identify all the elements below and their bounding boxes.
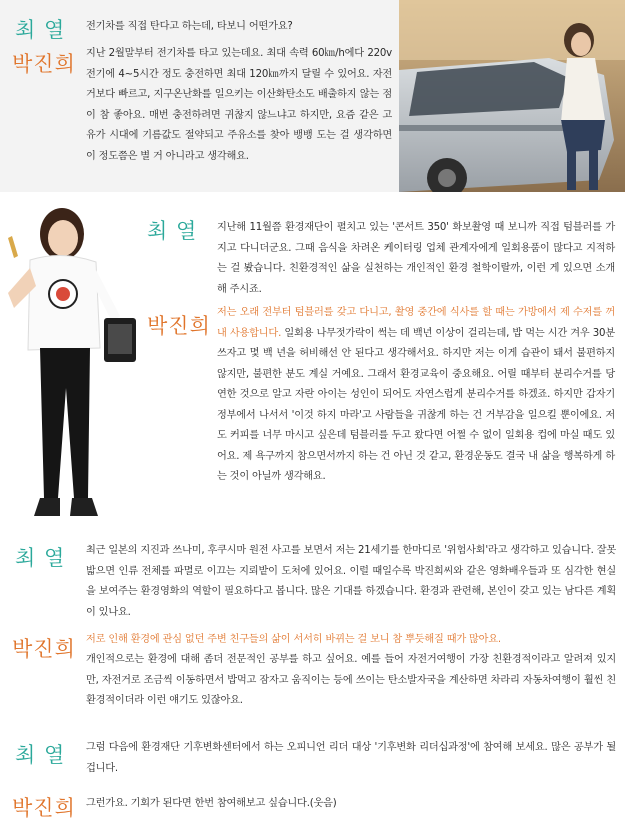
speaker-guest-2: 박진희 xyxy=(147,314,211,338)
speaker-interviewer-4: 최 열 xyxy=(15,743,66,767)
question-2: 지난해 11월쯤 환경재단이 펼치고 있는 '콘서트 350' 화보촬영 때 보니까 직접 텀블러를 가지고 다니더군요. 그때 음식을 차려온 케이터링 업체 관계자에게 일회용품이 많다고 지적하는 걸 봤습니다. 친환경적인 삶을 실천하는 개인적인 환경 철학이랄까, 이런 게 있으면 소개해 주시죠. xyxy=(217,222,615,295)
speaker-interviewer-2: 최 열 xyxy=(147,219,198,243)
speaker-guest-1: 박진희 xyxy=(12,52,76,76)
answer-1: 지난 2월말부터 전기차를 타고 있는데요. 최대 속력 60㎞/h에다 220v전기에 4~5시간 정도 충전하면 최대 120㎞까지 달릴 수 있어요. 자전거보다 빠르고, 지구온난화를 일으키는 이산화탄소도 배출하지 않는 점이 참 좋아요. 매번 충전하려면 귀찮지 않느냐고 하지만, 요즘 같은 고유가 시대에 기름값도 절약되고 주유소를 찾아 뱅뱅 도는 걸 생각하면 이 정도쯤은 별 거 아니라고 생각해요. xyxy=(86,48,392,162)
answer-2-highlight: 저는 오래 전부터 텀블러를 갖고 다니고, 촬영 중간에 식사를 할 때는 가방에서 제 수저를 꺼내 사용합니다. xyxy=(217,307,615,339)
question-1: 전기차를 직접 탄다고 하는데, 타보니 어떤가요? xyxy=(86,21,293,32)
answer-4: 그런가요. 기회가 된다면 한번 참여해보고 싶습니다.(웃음) xyxy=(86,798,337,809)
answer-2 xyxy=(217,303,615,488)
answer-3-highlight: 저로 인해 환경에 관심 없던 주변 친구들의 삶이 서서히 바뀌는 걸 보니 참 뿌듯해질 때가 많아요. xyxy=(86,634,501,645)
question-4: 그럼 다음에 환경재단 기후변화센터에서 하는 오피니언 리더 대상 '기후변화 리더십과정'에 참여해 보세요. 많은 공부가 될 겁니다. xyxy=(86,742,616,774)
woman-with-electric-car-photo xyxy=(399,0,625,192)
question-3: 최근 일본의 지진과 쓰나미, 후쿠시마 원전 사고를 보면서 저는 21세기를 한마디로 '위험사회'라고 생각하고 있습니다. 잘못 밟으면 인류 전체를 파멸로 이끄는 지뢰밭이 도처에 있어요. 이럴 때일수록 박진희씨와 같은 영화배우들과 또 심각한 현실을 보여주는 환경영화의 역할이 필요하다고 봅니다. 많은 기대를 하겠습니다. 환경과 관련해, 본인이 갖고 있는 남다른 계획이 있나요. xyxy=(86,545,616,618)
speaker-guest-3: 박진희 xyxy=(12,637,76,661)
answer-2-body: 일회용 나무젓가락이 썩는 데 백년 이상이 걸리는데, 밥 먹는 시간 겨우 30분 쓰자고 몇 백 년을 허비해선 안 된다고 생각해서요. 하지만 저는 이게 습관이 돼서 불편하지 않지만, 불편한 분도 계실 거예요. 그래서 환경교육이 중요해요. 어릴 때부터 분리수거를 당연한 것으로 알고 자란 아이는 성인이 되어도 자연스럽게 분리수거를 하겠죠. 하지만 갑자기 정부에서 나서서 '이것 하지 마라'고 사람들을 귀찮게 하는 건 거부감을 일으킬 뿐이에요. 저도 커피를 너무 마시고 싶은데 텀블러를 두고 왔다면 어쩔 수 없이 일회용 컵에 마실 때도 있어요. 제 욕구까지 참으면서까지 하는 건 아닌 것 같고, 환경운동도 결국 내 삶을 행복하게 하는 것이 아닐까 생각해요. xyxy=(217,327,615,482)
answer-3: 개인적으로는 환경에 대해 좀더 전문적인 공부를 하고 싶어요. 예를 들어 자전거여행이 가장 친환경적이라고 알려져 있지만, 자전거로 조금씩 이동하면서 밥먹고 잠자고 움직이는 등에 쓰이는 탄소발자국을 계산하면 차라리 자동차여행이 훨씬 친환경적이더라 이런 얘기도 있잖아요. xyxy=(86,654,616,706)
actress-with-tumbler-photo xyxy=(0,198,150,528)
speaker-guest-4: 박진희 xyxy=(12,796,76,820)
speaker-interviewer-1: 최 열 xyxy=(15,18,66,42)
speaker-interviewer-3: 최 열 xyxy=(15,546,66,570)
